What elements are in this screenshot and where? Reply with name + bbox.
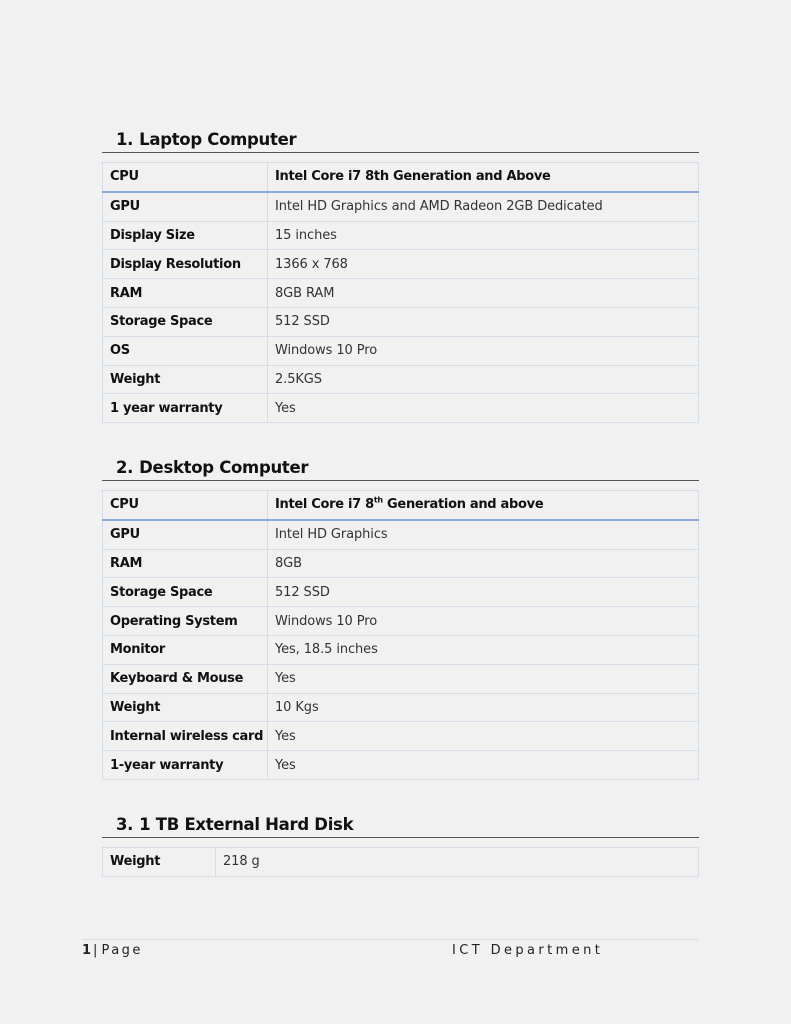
spec-key: Keyboard & Mouse (103, 664, 268, 693)
spec-key: Weight (103, 848, 216, 877)
spec-key: GPU (103, 520, 268, 549)
table-row (103, 693, 699, 722)
spec-key: GPU (103, 192, 268, 221)
table-row (103, 250, 699, 279)
table-row (103, 549, 699, 578)
section-title: Desktop Computer (139, 458, 309, 477)
section-heading (102, 813, 699, 838)
spec-key: RAM (103, 549, 268, 578)
section-external-hard-disk (102, 813, 699, 877)
spec-value: 218 g (216, 848, 699, 877)
spec-value: 10 Kgs (268, 693, 699, 722)
laptop-spec-table (102, 162, 699, 423)
table-header-row (103, 163, 699, 192)
spec-key: 1 year warranty (103, 394, 268, 423)
department-label: ICT Department (452, 943, 604, 958)
table-row (103, 664, 699, 693)
spec-value: Intel HD Graphics (268, 520, 699, 549)
spec-value: 8GB (268, 549, 699, 578)
table-row (103, 751, 699, 780)
table-row (103, 722, 699, 751)
spec-value-suffix: Generation and above (382, 497, 544, 513)
spec-key: Display Resolution (103, 250, 268, 279)
table-row (103, 848, 699, 877)
section-heading (102, 456, 699, 481)
spec-value: 1366 x 768 (268, 250, 699, 279)
spec-value: Intel Core i7 8th Generation and Above (268, 163, 699, 192)
table-row (103, 394, 699, 423)
section-number: 3. (116, 815, 134, 834)
table-row (103, 336, 699, 365)
table-row (103, 365, 699, 394)
spec-key: Monitor (103, 635, 268, 664)
table-header-row (103, 491, 699, 520)
spec-key: Internal wireless card (103, 722, 268, 751)
section-number: 1. (116, 130, 134, 149)
table-row (103, 578, 699, 607)
section-heading (102, 128, 699, 153)
page-footer (82, 939, 698, 964)
table-row (103, 607, 699, 636)
table-row (103, 221, 699, 250)
table-row (103, 520, 699, 549)
page-number: 1 (82, 943, 92, 958)
spec-key: OS (103, 336, 268, 365)
spec-value: 15 inches (268, 221, 699, 250)
spec-value: 8GB RAM (268, 279, 699, 308)
spec-key: Weight (103, 365, 268, 394)
spec-value: 512 SSD (268, 307, 699, 336)
spec-value: 512 SSD (268, 578, 699, 607)
spec-key: Storage Space (103, 578, 268, 607)
desktop-spec-table (102, 490, 699, 780)
spec-value: Windows 10 Pro (268, 336, 699, 365)
spec-value: Intel HD Graphics and AMD Radeon 2GB Dedicated (268, 192, 699, 221)
spec-key: Storage Space (103, 307, 268, 336)
table-row (103, 279, 699, 308)
spec-value: Windows 10 Pro (268, 607, 699, 636)
footer-separator: | (93, 943, 98, 958)
table-row (103, 307, 699, 336)
page-indicator (82, 943, 143, 958)
table-row (103, 635, 699, 664)
section-number: 2. (116, 458, 134, 477)
section-title: 1 TB External Hard Disk (139, 815, 354, 834)
spec-value: Yes (268, 751, 699, 780)
spec-value-prefix: Intel Core i7 8 (275, 497, 374, 513)
table-row (103, 192, 699, 221)
spec-value: Yes, 18.5 inches (268, 635, 699, 664)
hard-disk-spec-table (102, 847, 699, 877)
spec-value: Yes (268, 394, 699, 423)
spec-value: Yes (268, 664, 699, 693)
spec-key: Display Size (103, 221, 268, 250)
spec-key: CPU (103, 163, 268, 192)
spec-key: CPU (103, 491, 268, 520)
page-label: Page (101, 943, 143, 958)
section-desktop (102, 456, 699, 780)
ordinal-suffix: th (373, 496, 383, 506)
spec-key: 1-year warranty (103, 751, 268, 780)
spec-key: Operating System (103, 607, 268, 636)
spec-value: Yes (268, 722, 699, 751)
spec-value (268, 491, 699, 520)
spec-key: RAM (103, 279, 268, 308)
spec-key: Weight (103, 693, 268, 722)
section-title: Laptop Computer (139, 130, 297, 149)
spec-value: 2.5KGS (268, 365, 699, 394)
section-laptop (102, 128, 699, 423)
